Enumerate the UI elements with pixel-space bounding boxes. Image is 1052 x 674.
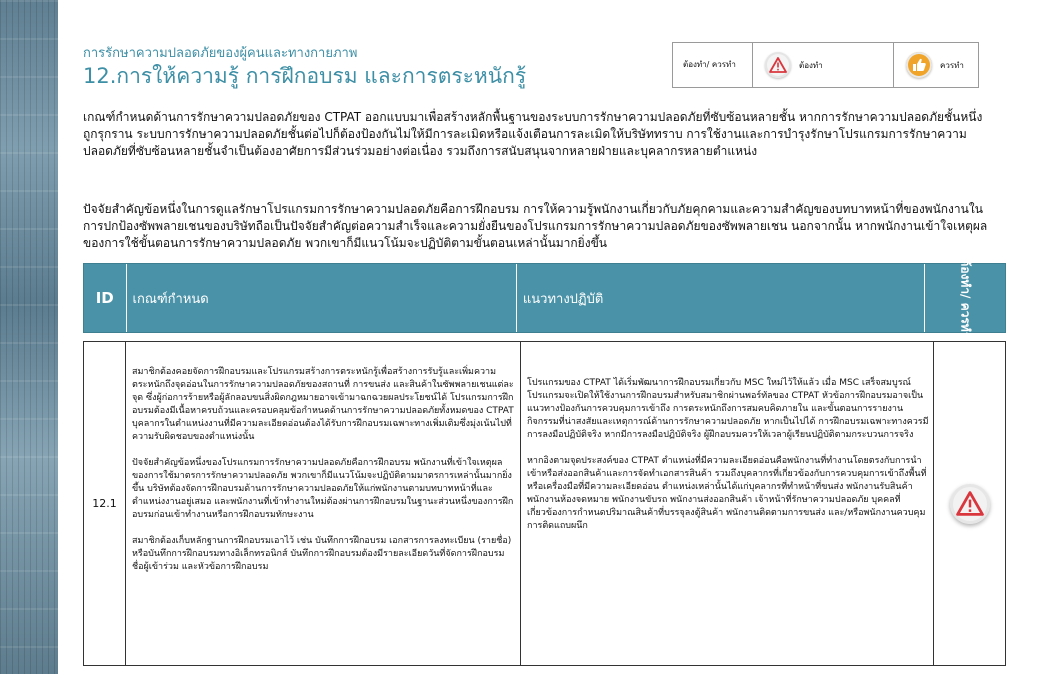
warning-icon [765, 52, 791, 78]
header-must-should [925, 258, 1005, 338]
page-title: 12.การให้ความรู้ การฝึกอบรม และการตระหนักรู้ [83, 64, 527, 88]
criteria-paragraph: ปัจจัยสำคัญข้อหนึ่งของโปรแกรมการรักษาความปลอดภัยคือการฝึกอบรม พนักงานที่เข้าใจเหตุผลของการใช้มาตรการรักษาความปลอดภัย พวกเขาก็มีแนวโน้มจะปฏิบัติตามมาตรการเหล่านั้นมากยิ่งขึ้น บริษัทต้องจัดการฝึกอบรมด้านการรักษาความปลอดภัยให้แก่พนักงานตามบทบาทหน้าที่และตำแหน่งงานอยู่เสมอ และพนักงานที่เข้าทำงานใหม่ต้องผ่านการฝึกอบรมในฐานะส่วนหนึ่งของการฝึกอบรมก่อนเข้าทำงานหรือการฝึกอบรมทักษะงาน [132, 458, 514, 520]
legend-label: ต้องทำ/ ควรทำ [673, 43, 753, 87]
table-row [83, 341, 1006, 666]
intro-paragraph-2: ปัจจัยสำคัญข้อหนึ่งในการดูแลรักษาโปรแกรมการรักษาความปลอดภัยคือการฝึกอบรม การให้ความรู้พนักงานเกี่ยวกับภัยคุกคามและความสำคัญของบทบาทหน้าที่ของพนักงานในการปกป้องซัพพลายเชนของบริษัทถือเป็นปัจจัยสำคัญต่อความสำเร็จและความยั่งยืนของโปรแกรมการรักษาความปลอดภัยของซัพพลายเชน นอกจากนั้น หากพนักงานเข้าใจเหตุผลของการใช้ขั้นตอนการรักษาความปลอดภัย พวกเขาก็มีแนวโน้มจะปฏิบัติตามขั้นตอนเหล่านั้นมากยิ่งขึ้น [83, 202, 988, 250]
criteria-paragraph: สมาชิกต้องคอยจัดการฝึกอบรมและโปรแกรมสร้างการตระหนักรู้เพื่อสร้างการรับรู้และเพิ่มความตระหนักถึงจุดอ่อนในการรักษาความปลอดภัยของสถานที่ การขนส่ง และสินค้าในซัพพลายเชนแต่ละจุด ซึ่งผู้ก่อการร้ายหรือผู้ลักลอบขนสิ่งผิดกฎหมายอาจเข้ามาฉกฉวยผลประโยชน์ได้ โปรแกรมการฝึกอบรมต้องมีเนื้อหาครบถ้วนและครอบคลุมข้อกำหนดด้านการรักษาความปลอดภัยทั้งหมดของ CTPAT บุคลากรในตำแหน่งงานที่มีความละเอียดอ่อนต้องได้รับการฝึกอบรมเฉพาะทางเพิ่มเติมซึ่งมุ่งเน้นไปที่ความรับผิดชอบของตำแหน่งนั้น [132, 367, 514, 442]
legend-box [672, 42, 979, 88]
intro-paragraph-1: เกณฑ์กำหนดด้านการรักษาความปลอดภัยของ CTPAT ออกแบบมาเพื่อสร้างหลักพื้นฐานของระบบการรักษาความปลอดภัยที่ซับซ้อนหลายชั้น หากการรักษาความปลอดภัยชั้นหนึ่งถูกรุกราน ระบบการรักษาความปลอดภัยชั้นต่อไปก็ต้องป้องกันไม่ให้มีการละเมิดหรือแจ้งเตือนการละเมิดให้บริษัททราบ การใช้งานและการบำรุงรักษาโปรแกรมการรักษาความปลอดภัยที่ซับซ้อนหลายชั้นจำเป็นต้องอาศัยการมีส่วนร่วมอย่างต่อเนื่อง รวมถึงการสนับสนุนจากหลายฝ่ายและบุคลากรหลายตำแหน่ง [83, 110, 983, 158]
row-guidance [521, 342, 934, 665]
legend-should-label: ควรทำ [940, 60, 964, 70]
header-must-should-label: ต้องทำ/ ควรทำ [958, 258, 973, 338]
header-criteria: เกณฑ์กำหนด [127, 264, 517, 332]
guidance-paragraph: หากอิงตามจุดประสงค์ของ CTPAT ตำแหน่งที่มีความละเอียดอ่อนคือพนักงานที่ทำงานโดยตรงกับการนำเข้าหรือส่งออกสินค้าและการจัดทำเอกสารสินค้า รวมถึงบุคลากรที่เกี่ยวข้องกับการควบคุมการเข้าถึงพื้นที่หรือเครื่องมือที่มีความละเอียดอ่อน ตำแหน่งเหล่านั้นได้แก่บุคลากรที่ทำหน้าที่ขนส่ง พนักงานรับสินค้า พนักงานห้องจดหมาย พนักงานขับรถ พนักงานส่งออกสินค้า เจ้าหน้าที่รักษาความปลอดภัย บุคคลที่เกี่ยวข้องการกำหนดปริมาณสินค้าที่บรรจุลงตู้สินค้า พนักงานติดตามการขนส่ง และ/หรือพนักงานควบคุมการติดแถบผนึก [527, 456, 927, 531]
row-id: 12.1 [84, 342, 126, 665]
thumbs-up-icon [906, 52, 932, 78]
header-guidance: แนวทางปฏิบัติ [517, 264, 925, 332]
section-subtitle: การรักษาความปลอดภัยของผู้คนและทางกายภาพ [83, 46, 358, 61]
criteria-paragraph: สมาชิกต้องเก็บหลักฐานการฝึกอบรมเอาไว้ เช่น บันทึกการฝึกอบรม เอกสารการลงทะเบียน (รายชื่อ) หรือบันทึกการฝึกอบรมทางอิเล็กทรอนิกส์ บันทึกการฝึกอบรมต้องมีรายละเอียดวันที่จัดการฝึกอบรม ชื่อผู้เข้าร่วม และหัวข้อการฝึกอบรม [132, 536, 512, 572]
legend-must-label: ต้องทำ [799, 60, 823, 70]
warning-icon [950, 484, 990, 524]
table-header [83, 258, 1006, 338]
legend-must [753, 43, 894, 87]
legend-should [894, 43, 978, 87]
guidance-paragraph: โปรแกรมของ CTPAT ได้เริ่มพัฒนาการฝึกอบรมเกี่ยวกับ MSC ใหม่ไว้ให้แล้ว เมื่อ MSC เสร็จสมบูรณ์ โปรแกรมจะเปิดให้ใช้งานการฝึกอบรมสำหรับสมาชิกผ่านพอร์ทัลของ CTPAT หัวข้อการฝึกอบรมอาจเป็นแนวทางป้องกันการควบคุมการเข้าถึง การตระหนักถึงการสมคบคิดภายใน และขั้นตอนการรายงานกิจกรรมที่น่าสงสัยและเหตุการณ์ด้านการรักษาความปลอดภัย หากเป็นไปได้ การฝึกอบรมเฉพาะทางควรมีการลงมือปฏิบัติจริง หากมีการลงมือปฏิบัติจริง ผู้ฝึกอบรมควรให้เวลาผู้เรียนปฏิบัติตามกระบวนการจริง [527, 378, 929, 440]
side-photo-strip [0, 0, 58, 674]
row-criteria [126, 342, 521, 665]
header-id: ID [84, 264, 127, 332]
row-mark [934, 342, 1005, 665]
